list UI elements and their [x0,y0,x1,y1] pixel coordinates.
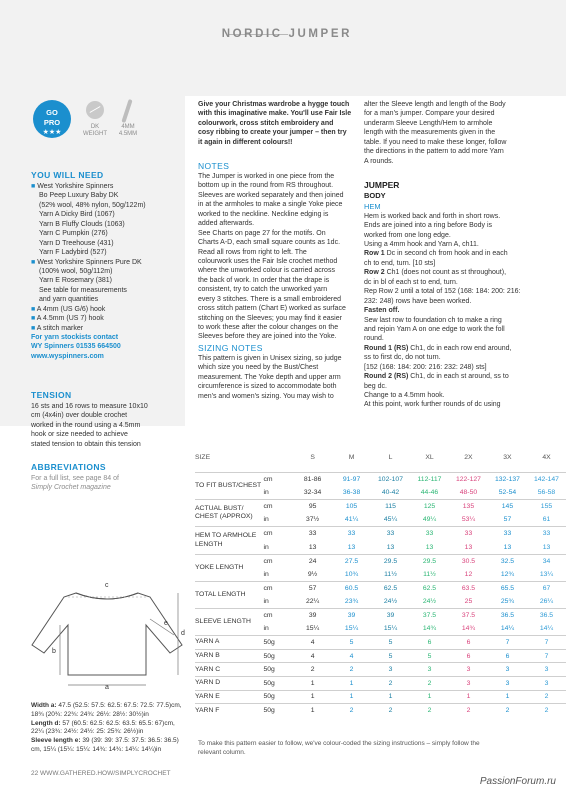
header-band [0,0,566,96]
hook-size-caption: 4MM 4.5MM [118,124,138,137]
page-title: NORDIC JUMPER [221,28,352,40]
table-row: YARN B 50g 4 4 5 5 6 6 7 [195,649,566,663]
label-a: a [105,684,109,690]
badge-line2: PRO [43,118,61,128]
size-table [195,451,566,717]
table-row: YARN C 50g 2 2 3 3 3 3 3 [195,663,566,677]
table-note: To make this pattern easier to follow, we've colour-coded the sizing instructions – simply follow the relevant column. [198,740,480,756]
table-row: in 37½ 41¼ 45¼ 49¼ 53¼ 57 61 [263,516,551,524]
table-row: in 13 13 13 13 13 13 13 [263,543,551,551]
you-will-need-heading: YOU WILL NEED [31,170,104,180]
abbreviations-heading: ABBREVIATIONS [31,462,106,472]
label-d: d [181,630,185,637]
badge-line1: GO [46,108,58,117]
footer-url[interactable]: WWW.GATHERED.HOW/SIMPLYCROCHET [40,770,171,777]
table-row: HEM TO ARMHOLE LENGTH cm 33 33 33 33 33 33 33 [195,527,566,541]
tension-text: 16 sts and 16 rows to measure 10x10 cm (4x4in) over double crochet worked in the round using a 4.5mm hook or size needed to achieve stated tension to obtain this tension [31,403,148,448]
tension-heading: TENSION [31,390,72,400]
label-b: b [52,648,56,655]
jumper-instructions: JUMPER BODY HEM Hem is worked back and forth in short rows. Ends are joined into a ring before Body is worked from one long edge. Using a 4mm hook and Yarn A, ch11. Row 1 Dc in second ch from hook and in each ch to end, turn. [10 sts] Row 2 Ch1 (does not count as st throughout), dc in bl of each st to end, turn. Rep Row 2 until a total of 152 (168: 184: 200: 216: 232: 248) rows have been worked. Fasten off. Sew last row to foundation ch to make a ring and rejoin Yarn A on one edge to work the foll round. Round 1 (RS) Ch1, dc in each row end around, ss to first dc, do not turn. [152 (168: 184: 200: 216: 232: 248) sts] Round 2 (RS) Ch1, dc in each st around, ss to beg dc. Change to a 4.5mm hook. At this point, work further rounds of dc using [364,180,521,409]
watermark: PassionForum.ru [479,776,556,787]
intro-text: Give your Christmas wardrobe a hygge touch with this imaginative make. You'll use Fair Isle colourwork, cross stitch embroidery and cosy ribbing to create your jumper – then try it again in different colours!! [198,101,352,146]
table-row: YARN D 50g 1 1 2 2 3 3 3 [195,677,566,691]
star-icon: ★★★ [42,129,62,137]
abbreviations-text: For a full list, see page 84 of Simply Crochet magazine [31,475,119,492]
table-header-row: SIZE S M L XL 2X 3X 4X [195,453,551,462]
table-row: in 22¼ 23¾ 24½ 24½ 25 25¾ 26¼ [263,597,554,605]
finished-measurements: Width a: 47.5 (52.5: 57.5: 62.5: 67.5: 72.5: 77.5)cm, 18¾ (20¾: 22¾: 24¾: 26½: 28½: 30½)in Length d: 57 (60.5: 62.5: 62.5: 63.5: 65.5: 67)cm, 22¼ (23¾: 24½: 24½: 25: 25¾: 26½)in Sleeve length e: 39 (39: 39: 37.5: 37.5: 36.5: 36.5) cm, 15¼ (15¼: 15¼: 14¾: 14¾: 14¼: 14¼)in [31,702,182,753]
table-row: in 9½ 10¾ 11½ 11½ 12 12¾ 13¼ [263,570,554,578]
page-footer [31,770,171,779]
table-row: ACTUAL BUST/ CHEST (APPROX) cm 95 105 115 125 135 145 155 [195,500,566,514]
table-row: TOTAL LENGTH cm 57 60.5 62.5 62.5 63.5 65.5 67 [195,581,566,595]
label-c: c [105,582,109,589]
page-number: 22 [31,770,39,777]
table-row: YARN F 50g 1 2 2 2 2 2 2 [195,704,566,718]
notes-heading: NOTES [198,161,230,171]
yarn-ball-icon [86,101,104,119]
skill-badge [33,100,71,138]
table-row: in 32-34 36-38 40-42 44-46 48-50 52-54 56-58 [263,489,556,497]
table-row: SLEEVE LENGTH cm 39 39 39 37.5 37.5 36.5 36.5 [195,609,566,623]
table-row: in 15¼ 15¼ 15¼ 14¾ 14¾ 14¼ 14¼ [263,625,554,633]
sizing-notes-text: This pattern is given in Unisex sizing, so judge which size you need by the Bust/Chest measurement. The Yoke depth and upper arm circumference is sized to accommodate both men's and women's sizing. You may wish to [198,355,342,400]
jumper-diagram [28,575,188,690]
label-e: e [164,620,168,627]
table-row: YOKE LENGTH cm 24 27.5 29.5 29.5 30.5 32.5 34 [195,554,566,568]
sizing-notes-heading: SIZING NOTES [198,343,263,353]
sizing-notes-continued: alter the Sleeve length and length of the Body for a man's jumper. Compare your desired underarm Sleeve Length/Hem to armhole length with the measurements given in the table. If you need to make these longer, follow the directions in the pattern to add more Yarn A rounds. [364,101,507,165]
materials-list: ■ West Yorkshire Spinners Bo Peep Luxury Baby DK (52% wool, 48% nylon, 50g/122m) Yarn A Dicky Bird (1067) Yarn B Fluffy Clouds (1063) Yarn C Pumpkin (276) Yarn D Treehouse (431) Yarn F Ladybird (527) ■ West Yorkshire Spinners Pure DK (100% wool, 50g/112m) Yarn E Rosemary (381) See table for measurements and yarn quantities ■ A 4mm (US G/6) hook ■ A 4.5mm (US 7) hook ■ A stitch marker For yarn stockists contact WY Spinners 01535 664500 www.wyspinners.com [31,183,146,360]
table-row: TO FIT BUST/CHEST cm 81-86 91-97 102-107 112-117 122-127 132-137 142-147 [195,473,566,487]
notes-text: The Jumper is worked in one piece from the bottom up in the round from RS throughout. Sleeves are worked separately and then joined in at the armholes to make a single Yoke piece worked to the neckline. Neckline edging is added afterwards. See Charts on page 27 for the motifs. On Charts A-D, each small square counts as 1dc. Read all rows from right to left. The colourwork uses the Fair Isle crochet method where the unworked colour is carried across the back of work. In order that the drape is consistent, try to catch the unworked yarn every 3 stitches. There is a small embroidered cross stitch pattern (Chart E) worked as surface stitching on the Sleeves; you may find it easier to work these after the colour changes on the Sleeves before they are joined into the Yoke. [198,173,346,341]
table-row: YARN E 50g 1 1 1 1 1 1 2 [195,690,566,704]
yarn-weight-caption: DK WEIGHT [83,124,107,137]
table-row: YARN A 50g 4 5 5 6 6 7 7 [195,636,566,650]
